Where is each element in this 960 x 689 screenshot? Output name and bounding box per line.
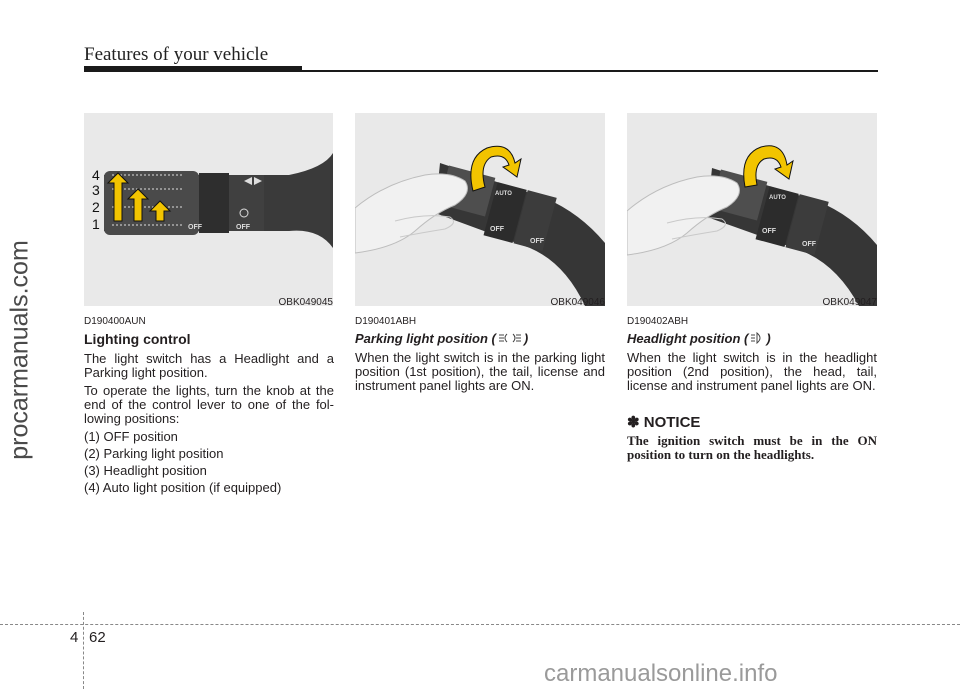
header-rule-thin [302, 70, 878, 72]
headlight-diagram [627, 113, 877, 306]
parking-light-diagram [355, 113, 605, 306]
heading-text-close: ) [523, 331, 529, 346]
fig2-off-label-1: OFF [490, 226, 504, 233]
figure-1-code: OBK049045 [278, 297, 333, 308]
bottom-watermark: carmanualsonline.info [544, 660, 778, 687]
header-rule-thick [84, 66, 302, 72]
side-watermark-text: procarmanuals.com [5, 240, 34, 460]
fig2-auto-label: AUTO [495, 191, 512, 197]
fig1-off-label-1: OFF [188, 224, 202, 231]
parking-light-icon [498, 332, 522, 347]
list-item: (4) Auto light position (if equipped) [84, 480, 282, 495]
list-item: (3) Headlight position [84, 463, 207, 478]
side-watermark [0, 110, 40, 590]
fig3-off-label-1: OFF [762, 228, 776, 235]
column-parking-light [355, 316, 605, 393]
list-item: (1) OFF position [84, 429, 178, 444]
light-switch-diagram [84, 113, 333, 306]
footer-page-number: 62 [89, 629, 106, 646]
section-heading [355, 331, 605, 347]
callout-3: 3 [92, 182, 100, 198]
section-heading [627, 331, 877, 347]
notice-body: The ignition switch must be in the ON position to turn on the headlights. [627, 433, 877, 463]
figure-2-code: OBK049046 [550, 297, 605, 308]
headlight-icon [750, 332, 764, 347]
fig3-off-label-2: OFF [802, 241, 816, 248]
notice-title: ✽ NOTICE [627, 414, 701, 432]
heading-text-close: ) [766, 331, 771, 346]
figure-light-switch-positions [84, 113, 333, 306]
fig1-off-label-2: OFF [236, 224, 250, 231]
callout-2: 2 [92, 199, 100, 215]
section-code: D190402ABH [627, 316, 689, 327]
column-lighting-control [84, 316, 334, 495]
callout-4: 4 [92, 167, 100, 183]
section-heading: Lighting control [84, 331, 191, 347]
heading-text: Parking light position ( [355, 331, 496, 346]
paragraph: When the light switch is in the parking light position (1st position), the tail, license and instrument panel lights are ON. [355, 350, 605, 394]
figure-headlight [627, 113, 877, 306]
figure-3-code: OBK049047 [822, 297, 877, 308]
page-header-title: Features of your vehicle [84, 44, 269, 65]
figure-parking-light [355, 113, 605, 306]
section-code: D190401ABH [355, 316, 417, 327]
list-item: (2) Parking light position [84, 446, 224, 461]
paragraph-1: The light switch has a Headlight and a Parking light position. [84, 351, 334, 380]
paragraph-2: To operate the lights, turn the knob at the end of the control lever to one of the fol-lowing positions: [84, 383, 334, 426]
fig3-auto-label: AUTO [769, 195, 786, 201]
fig2-off-label-2: OFF [530, 238, 544, 245]
callout-1: 1 [92, 216, 100, 232]
footer-vertical-rule [83, 612, 84, 689]
footer-section-number: 4 [70, 629, 79, 646]
footer-dashed-rule [0, 624, 960, 625]
column-headlight [627, 316, 877, 462]
section-code: D190400AUN [84, 316, 146, 327]
paragraph: When the light switch is in the headlight position (2nd position), the head, tail, license and instrument panel lights are ON. [627, 350, 877, 394]
heading-text: Headlight position ( [627, 331, 749, 346]
